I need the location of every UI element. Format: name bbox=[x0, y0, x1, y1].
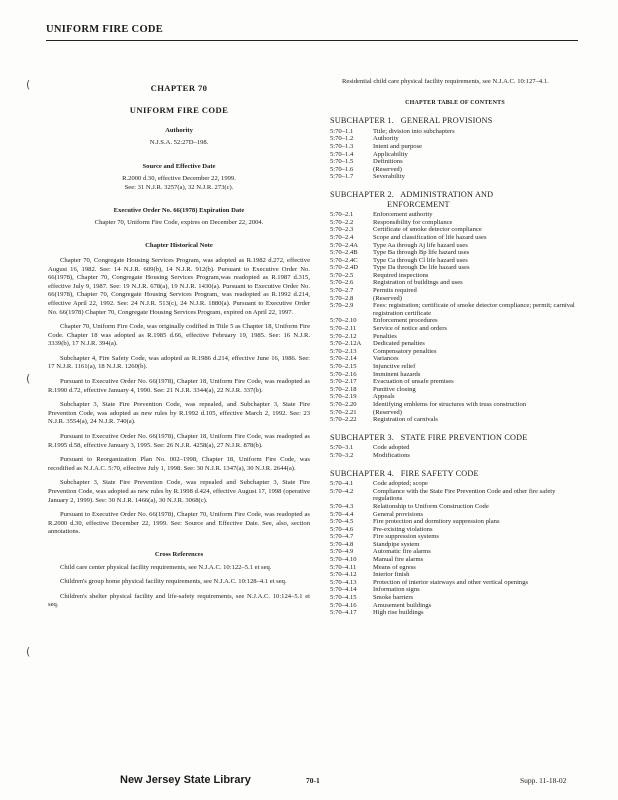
section-number: 5:70–4.12 bbox=[330, 571, 357, 579]
toc-row bbox=[330, 548, 580, 556]
section-title: Appeals bbox=[373, 393, 395, 401]
section-title: General provisions bbox=[373, 510, 423, 518]
toc-row bbox=[330, 135, 580, 143]
section-title: Certificate of smoke detector compliance bbox=[373, 226, 482, 234]
section-title: Scope and classification of life hazard uses bbox=[373, 233, 487, 241]
source-line: R.2000 d.30, effective December 22, 1999. bbox=[122, 174, 236, 182]
history-paragraph: Pursuant to Executive Order No. 66(1978), Chapter 70, Uniform Fire Code, was readopted as R.2000 d.30, effective December 22, 1999. See: Source and Effective Date. See, also, section annotations. bbox=[48, 511, 310, 536]
section-title: Evacuation of unsafe premises bbox=[373, 378, 454, 386]
cross-reference-item: Children's shelter physical facility and life-safety requirements, see N.J.A.C. 10:124–5.1 et seq. bbox=[48, 592, 310, 609]
section-number: 5:70–1.5 bbox=[330, 158, 354, 166]
section-title: Punitive closing bbox=[373, 385, 416, 393]
library-watermark: New Jersey State Library bbox=[120, 774, 251, 786]
section-title: Standpipe system bbox=[373, 540, 420, 548]
toc-row bbox=[330, 173, 580, 181]
toc-row bbox=[330, 503, 580, 511]
history-paragraph: Pursuant to Executive Order No. 66(1978), Chapter 18, Uniform Fire Code, was readopted as R.1990 d.72, effective January 4, 1990. See: 21 N.J.R. 3344(a), 22 N.J.R. 337(b). bbox=[48, 378, 310, 394]
cross-references bbox=[48, 564, 310, 610]
toc-row bbox=[330, 416, 580, 424]
history-notes bbox=[48, 257, 310, 537]
history-paragraph: Pursuant to Reorganization Plan No. 002–1998, Chapter 18, Uniform Fire Code, was recodified as N.J.A.C. 5:70, effective July 1, 1998. See: 30 N.J.R. 1347(a), 30 N.J.R. 2644(a). bbox=[48, 456, 310, 472]
toc-row bbox=[330, 287, 580, 295]
section-title: Type Ca through Cl life hazard uses bbox=[373, 256, 468, 264]
scan-mark-icon: ( bbox=[26, 78, 31, 91]
section-title: (Reserved) bbox=[373, 165, 402, 173]
section-number: 5:70–4.7 bbox=[330, 533, 354, 541]
toc-row bbox=[330, 348, 580, 356]
section-number: 5:70–4.1 bbox=[330, 480, 354, 488]
section-title: Manual fire alarms bbox=[373, 556, 424, 564]
section-number: 5:70–2.5 bbox=[330, 271, 354, 279]
section-list bbox=[330, 444, 580, 459]
section-number: 5:70–2.8 bbox=[330, 294, 354, 302]
toc-row bbox=[330, 393, 580, 401]
section-number: 5:70–3.1 bbox=[330, 444, 354, 452]
section-number: 5:70–2.21 bbox=[330, 408, 357, 416]
section-title: Required inspections bbox=[373, 271, 429, 279]
subchapter-heading bbox=[330, 190, 580, 209]
page-number: 70-1 bbox=[306, 776, 320, 785]
section-number: 5:70–4.9 bbox=[330, 548, 354, 556]
toc-row bbox=[330, 242, 580, 250]
subchapter-title: SUBCHAPTER 2. ADMINISTRATION AND bbox=[330, 189, 494, 199]
exec-order-text: Chapter 70, Uniform Fire Code, expires on December 22, 2004. bbox=[94, 218, 264, 226]
right-column bbox=[330, 78, 580, 617]
toc-row bbox=[330, 295, 580, 303]
toc-row bbox=[330, 272, 580, 280]
section-number: 5:70–4.15 bbox=[330, 594, 357, 602]
toc-row bbox=[330, 444, 580, 452]
toc-row bbox=[330, 219, 580, 227]
section-title: Code adopted bbox=[373, 444, 410, 452]
toc-row bbox=[330, 409, 580, 417]
history-paragraph: Subchapter 4, Fire Safety Code, was adopted as R.1986 d.214, effective June 16, 1986. See: 17 N.J.R. 1161(a), 18 N.J.R. 1260(b). bbox=[48, 354, 310, 371]
toc-row bbox=[330, 302, 580, 317]
section-title: Type Da through De life hazard uses bbox=[373, 264, 470, 272]
section-number: 5:70–2.1 bbox=[330, 211, 354, 219]
chapter-title: UNIFORM FIRE CODE bbox=[129, 104, 229, 115]
table-of-contents bbox=[330, 116, 580, 617]
toc-row bbox=[330, 264, 580, 272]
authority-text: N.J.S.A. 52:27D–198. bbox=[149, 138, 209, 146]
section-number: 5:70–1.6 bbox=[330, 165, 354, 173]
supplement-date: Supp. 11-18-02 bbox=[520, 776, 567, 785]
section-number: 5:70–2.4A bbox=[330, 241, 359, 249]
section-number: 5:70–4.4 bbox=[330, 510, 354, 518]
section-title: Information signs bbox=[373, 586, 420, 594]
section-title: Identifying emblems for structures with truss construction bbox=[373, 400, 527, 408]
toc-row bbox=[330, 511, 580, 519]
cross-references-heading: Cross References bbox=[154, 550, 204, 558]
section-number: 5:70–4.10 bbox=[330, 556, 357, 564]
section-number: 5:70–4.3 bbox=[330, 502, 354, 510]
section-list bbox=[330, 128, 580, 181]
toc-row bbox=[330, 609, 580, 617]
history-paragraph: Subchapter 3, State Fire Prevention Code, was repealed and Subchapter 3, State Fire Prevention Code, was adopted as new rules by R.1998 d.424, effective August 17, 1998 (operative January 2, 1999). See: 30 N.J.R. 1466(a), 30 N.J.R. 3068(c). bbox=[48, 479, 310, 504]
subchapter-heading bbox=[330, 469, 580, 479]
section-number: 5:70–2.9 bbox=[330, 302, 354, 310]
section-title: Type Ba through Bp life hazard uses bbox=[373, 249, 470, 257]
section-title: Title; division into subchapters bbox=[373, 127, 455, 135]
toc-row bbox=[330, 355, 580, 363]
authority-heading: Authority bbox=[165, 127, 193, 135]
section-list bbox=[330, 211, 580, 424]
toc-row bbox=[330, 257, 580, 265]
section-title: Type Aa through Aj life hazard uses bbox=[373, 241, 468, 249]
section-title: Compliance with the State Fire Prevention Code and other fire safety regulations bbox=[373, 487, 556, 503]
section-number: 5:70–2.15 bbox=[330, 363, 357, 370]
toc-row bbox=[330, 579, 580, 587]
section-number: 5:70–2.13 bbox=[330, 347, 357, 355]
source-heading: Source and Effective Date bbox=[142, 163, 216, 171]
section-number: 5:70–4.11 bbox=[330, 563, 357, 571]
subchapter-heading bbox=[330, 433, 580, 443]
section-title: Penalties bbox=[373, 332, 397, 340]
section-number: 5:70–2.17 bbox=[330, 378, 357, 386]
section-number: 5:70–4.13 bbox=[330, 578, 357, 586]
scan-mark-icon: ( bbox=[26, 372, 31, 385]
section-number: 5:70–4.17 bbox=[330, 609, 357, 617]
toc-row bbox=[330, 602, 580, 610]
toc-row bbox=[330, 594, 580, 602]
section-number: 5:70–2.10 bbox=[330, 317, 357, 325]
cross-reference-item: Residential child care physical facility requirements, see N.J.A.C. 10:127–4.1. bbox=[342, 78, 549, 85]
section-number: 5:70–4.6 bbox=[330, 525, 354, 533]
section-title: (Reserved) bbox=[373, 408, 402, 416]
section-number: 5:70–2.4C bbox=[330, 256, 358, 264]
section-number: 5:70–2.7 bbox=[330, 287, 354, 295]
toc-row bbox=[330, 211, 580, 219]
section-number: 5:70–1.2 bbox=[330, 135, 354, 143]
source-line: See: 31 N.J.R. 3257(a), 32 N.J.R. 273(c). bbox=[124, 183, 234, 191]
toc-row bbox=[330, 371, 580, 379]
chapter-number: CHAPTER 70 bbox=[150, 83, 208, 93]
section-number: 5:70–3.2 bbox=[330, 451, 354, 459]
toc-row bbox=[330, 234, 580, 242]
section-title: Applicability bbox=[373, 150, 408, 158]
section-title: (Reserved) bbox=[373, 294, 402, 302]
section-number: 5:70–4.2 bbox=[330, 487, 354, 495]
toc-row bbox=[330, 526, 580, 534]
section-title: Responsibility for compliance bbox=[373, 218, 453, 226]
section-title: Intent and purpose bbox=[373, 142, 423, 150]
history-paragraph: Subchapter 3, State Fire Prevention Code, was repealed, and Subchapter 3, State Fire Prevention Code, was adopted as new rules by R.1992 d.105, effective March 2, 1992. See: 23 N.J.R. 3554(a), 24 N.J.R. 740(a). bbox=[48, 401, 310, 426]
toc-row bbox=[330, 556, 580, 564]
section-title: Modifications bbox=[373, 451, 410, 459]
section-number: 5:70–2.11 bbox=[330, 325, 357, 333]
header-rule bbox=[46, 40, 578, 41]
subchapter-title-cont: ENFORCEMENT bbox=[387, 199, 450, 209]
history-paragraph: Chapter 70, Congregate Housing Services Program, was adopted as R.1982 d.272, effective August 16, 1982. See: 14 N.J.R. 609(b), 14 N.J.R. 912(b). Pursuant to Executive Order No. 66(1978), Chapter 70, Congregate Housing Services Program,was readopted as R.1987 d.315, effective July 9, 1987. See: 19 N.J.R. 678(a), 19 N.J.R. 1430(a). Pursuant to Executive Order No. 66(1978), Chapter 70, Congregate Housing Services Program, was readopted as R.1992 d.214, effective April 22, 1992. See: 24 N.J.R. 513(c), 24 N.J.R. 1880(a). Pursuant to Executive Order No. 66(1978) Chapter 70, Congregate Housing Services Program, expired on April 22, 1997. bbox=[48, 256, 310, 316]
subchapter-title: SUBCHAPTER 1. GENERAL PROVISIONS bbox=[330, 116, 493, 126]
toc-row bbox=[330, 564, 580, 572]
section-number: 5:70–2.6 bbox=[330, 279, 354, 287]
subchapter-title: SUBCHAPTER 3. STATE FIRE PREVENTION CODE bbox=[330, 432, 528, 442]
section-title: Registration of carnivals bbox=[373, 416, 438, 424]
toc-row bbox=[330, 151, 580, 159]
section-title: Registration of buildings and uses bbox=[373, 279, 463, 287]
section-number: 5:70–2.18 bbox=[330, 385, 357, 393]
subchapter-heading bbox=[330, 116, 580, 126]
toc-row bbox=[330, 363, 580, 371]
section-title: Variances bbox=[373, 355, 399, 363]
section-number: 5:70–1.7 bbox=[330, 173, 354, 181]
toc-row bbox=[330, 226, 580, 234]
toc-row bbox=[330, 158, 580, 166]
section-number: 5:70–1.3 bbox=[330, 142, 354, 150]
toc-row bbox=[330, 480, 580, 488]
section-title: Means of egress bbox=[373, 563, 416, 571]
section-title: Definitions bbox=[373, 158, 403, 166]
section-number: 5:70–4.8 bbox=[330, 540, 354, 548]
scan-mark-icon: ( bbox=[26, 645, 31, 658]
toc-row bbox=[330, 333, 580, 341]
section-number: 5:70–2.22 bbox=[330, 416, 357, 424]
section-list bbox=[330, 480, 580, 617]
toc-row bbox=[330, 317, 580, 325]
toc-row bbox=[330, 249, 580, 257]
left-column bbox=[48, 78, 310, 610]
section-number: 5:70–2.20 bbox=[330, 400, 357, 408]
section-title: Smoke barriers bbox=[373, 594, 414, 602]
section-title: Automatic fire alarms bbox=[373, 548, 431, 556]
toc-row bbox=[330, 128, 580, 136]
toc-row bbox=[330, 571, 580, 579]
section-title: Protection of interior stairways and other vertical openings bbox=[373, 578, 529, 586]
section-title: Severability bbox=[373, 173, 405, 181]
toc-row bbox=[330, 386, 580, 394]
section-title: Authority bbox=[373, 135, 399, 143]
history-heading: Chapter Historical Note bbox=[145, 242, 213, 250]
section-title: Interior finish bbox=[373, 571, 410, 579]
section-title: Dedicated penalties bbox=[373, 340, 425, 348]
section-number: 5:70–2.4D bbox=[330, 264, 359, 272]
toc-row bbox=[330, 518, 580, 526]
section-number: 5:70–4.5 bbox=[330, 518, 354, 526]
history-paragraph: Chapter 70, Uniform Fire Code, was originally codified in Title 5 as Chapter 18, Uniform Fire Code. Chapter 18 was adopted as R.1985 d.66, effective February 19, 1985. See: 16 N.J.R. 3339(b), 17 N.J.R. 394(a). bbox=[48, 323, 310, 348]
toc-row bbox=[330, 143, 580, 151]
section-number: 5:70–2.12A bbox=[330, 340, 362, 348]
subchapter-title: SUBCHAPTER 4. FIRE SAFETY CODE bbox=[330, 468, 479, 478]
cross-reference-item: Children's group home physical facility requirements, see N.J.A.C. 10:128–4.1 et seq. bbox=[60, 578, 287, 586]
toc-row bbox=[330, 541, 580, 549]
section-number: 5:70–1.1 bbox=[330, 127, 354, 135]
toc-row bbox=[330, 586, 580, 594]
section-number: 5:70–2.12 bbox=[330, 332, 357, 340]
section-title: Fire suppression systems bbox=[373, 533, 439, 541]
section-title: Code adopted; scope bbox=[373, 480, 428, 488]
section-title: Injunctive relief bbox=[373, 363, 416, 370]
section-number: 5:70–2.2 bbox=[330, 218, 354, 226]
toc-row bbox=[330, 533, 580, 541]
section-number: 5:70–1.4 bbox=[330, 150, 354, 158]
section-number: 5:70–4.16 bbox=[330, 601, 357, 609]
section-title: Fees: registration; certificate of smoke detector compliance; permit; carnival registration certificate bbox=[373, 302, 575, 317]
section-title: Service of notice and orders bbox=[373, 325, 447, 333]
toc-heading: CHAPTER TABLE OF CONTENTS bbox=[405, 99, 505, 106]
section-number: 5:70–2.16 bbox=[330, 370, 357, 378]
section-number: 5:70–2.14 bbox=[330, 355, 357, 363]
section-title: Enforcement procedures bbox=[373, 317, 438, 325]
toc-row bbox=[330, 279, 580, 287]
section-title: Enforcement authority bbox=[373, 211, 433, 219]
toc-row bbox=[330, 488, 580, 503]
section-number: 5:70–2.19 bbox=[330, 393, 357, 401]
section-number: 5:70–4.14 bbox=[330, 586, 357, 594]
toc-row bbox=[330, 325, 580, 333]
history-paragraph: Pursuant to Executive Order No. 66(1978), Chapter 18, Uniform Fire Code, was readopted as R.1995 d.58, effective January 3, 1995. See: 26 N.J.R. 4258(a), 27 N.J.R. 878(b). bbox=[48, 433, 310, 449]
section-number: 5:70–2.4 bbox=[330, 233, 354, 241]
section-title: Fire protection and dormitory suppression plans bbox=[373, 518, 500, 526]
toc-row bbox=[330, 378, 580, 386]
toc-row bbox=[330, 166, 580, 174]
section-title: Relationship to Uniform Construction Code bbox=[373, 502, 489, 510]
running-header: UNIFORM FIRE CODE bbox=[46, 24, 164, 35]
section-title: High rise buildings bbox=[373, 609, 424, 617]
section-title: Compensatory penalties bbox=[373, 347, 437, 355]
toc-row bbox=[330, 401, 580, 409]
cross-reference-item: Child care center physical facility requirements, see N.J.A.C. 10:122–5.1 et seq. bbox=[60, 563, 272, 571]
section-number: 5:70–2.4B bbox=[330, 249, 358, 257]
section-title: Amusement buildings bbox=[373, 601, 432, 609]
toc-row bbox=[330, 452, 580, 460]
section-number: 5:70–2.3 bbox=[330, 226, 354, 234]
section-title: Imminent hazards bbox=[373, 370, 421, 378]
exec-order-heading: Executive Order No. 66(1978) Expiration Date bbox=[113, 207, 245, 215]
section-title: Pre-existing violations bbox=[373, 525, 433, 533]
toc-row bbox=[330, 340, 580, 348]
section-title: Permits required bbox=[373, 287, 417, 295]
